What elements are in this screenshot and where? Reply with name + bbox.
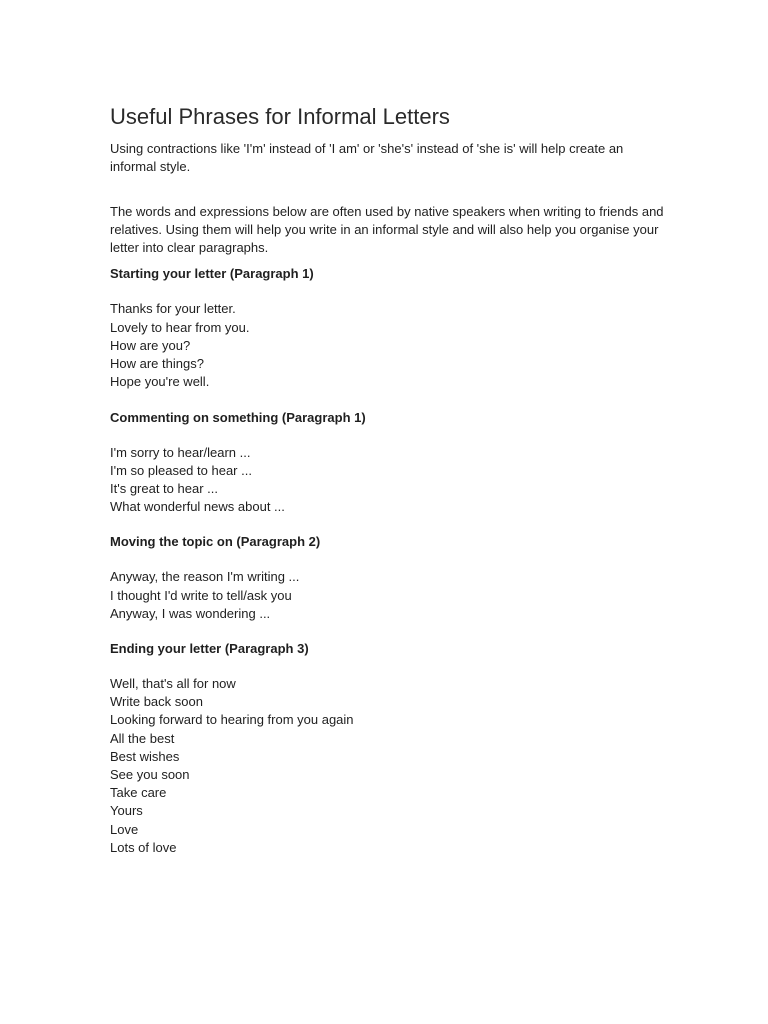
intro-paragraph-expressions: The words and expressions below are often used by native speakers when writing to friends and relatives. Using them will help you write in an informal style and will also help you organise your letter into clear paragraphs. — [110, 203, 664, 256]
phrase-item: Lots of love — [110, 839, 177, 855]
phrase-item: All the best — [110, 730, 175, 746]
phrase-item: Best wishes — [110, 748, 180, 764]
phrase-item: How are you? — [110, 337, 191, 353]
section-heading: Moving the topic on (Paragraph 2) — [110, 534, 321, 550]
phrase-item: Thanks for your letter. — [110, 301, 236, 317]
section-ending-letter — [110, 640, 670, 857]
phrase-item: I'm so pleased to hear ... — [110, 462, 252, 478]
phrase-item: Well, that's all for now — [110, 675, 236, 691]
phrase-item: Looking forward to hearing from you again — [110, 712, 354, 728]
phrase-item: See you soon — [110, 766, 190, 782]
phrase-list — [110, 300, 670, 391]
document-page — [110, 102, 670, 857]
document-title: Useful Phrases for Informal Letters — [110, 104, 450, 129]
phrase-item: I thought I'd write to tell/ask you — [110, 587, 292, 603]
phrase-item: Lovely to hear from you. — [110, 319, 250, 335]
phrase-item: Anyway, I was wondering ... — [110, 605, 271, 621]
intro-paragraph-contractions: Using contractions like 'I'm' instead of 'I am' or 'she's' instead of 'she is' will help create an informal style. — [110, 141, 624, 175]
phrase-item: How are things? — [110, 356, 204, 372]
section-heading: Ending your letter (Paragraph 3) — [110, 640, 309, 656]
phrase-item: I'm sorry to hear/learn ... — [110, 444, 251, 460]
section-starting-letter — [110, 265, 670, 391]
phrase-item: Love — [110, 821, 139, 837]
phrase-list — [110, 675, 670, 857]
phrase-item: What wonderful news about ... — [110, 499, 285, 515]
section-moving-topic — [110, 533, 670, 623]
phrase-list — [110, 568, 670, 623]
phrase-item: Anyway, the reason I'm writing ... — [110, 569, 300, 585]
phrase-item: Yours — [110, 803, 143, 819]
phrase-item: Write back soon — [110, 694, 203, 710]
section-commenting — [110, 409, 670, 517]
phrase-item: Hope you're well. — [110, 374, 210, 390]
phrase-item: Take care — [110, 785, 167, 801]
phrase-list — [110, 444, 670, 517]
section-heading: Starting your letter (Paragraph 1) — [110, 266, 314, 282]
section-heading: Commenting on something (Paragraph 1) — [110, 409, 366, 425]
phrase-item: It's great to hear ... — [110, 480, 218, 496]
